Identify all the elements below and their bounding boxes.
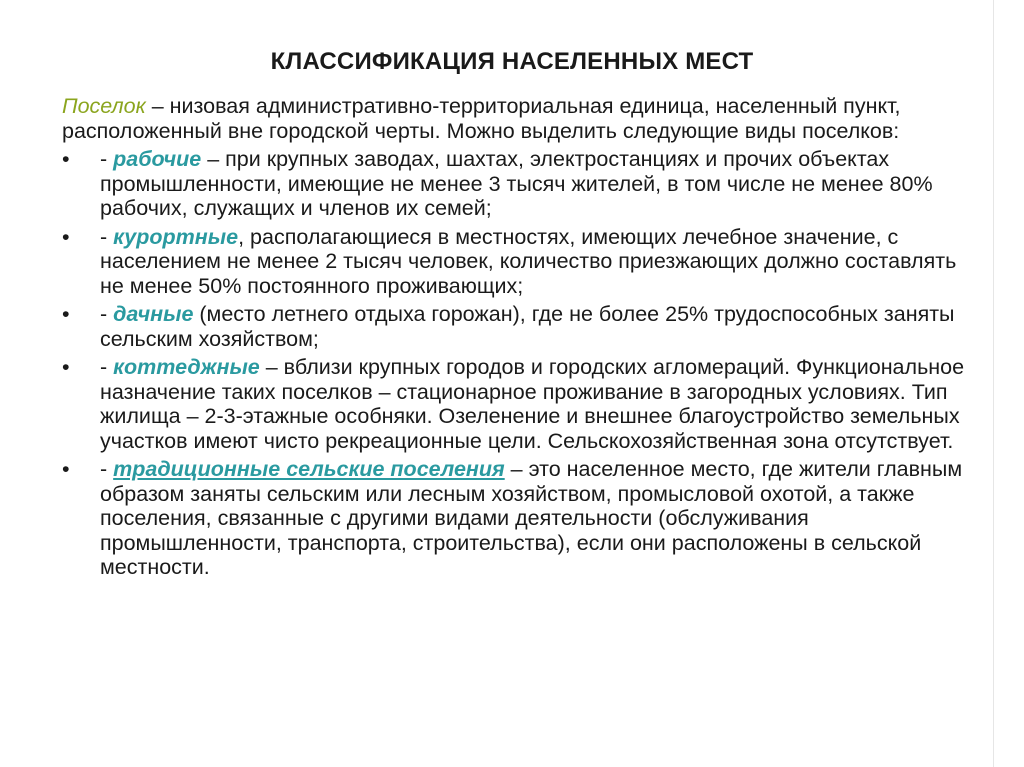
bullet-icon: • (62, 147, 70, 171)
bullet-icon: • (62, 302, 70, 326)
list-item-workers (62, 147, 982, 221)
item-text: – это населенное место, где жители главным образом заняты сельским или лесным хозяйством, промысловой охотой, а также поселения, связанные с другими видами деятельности (обслуживания промышленности, транспорта, строительства), если они расположены в сельской местности. (100, 457, 963, 579)
intro-text: – низовая административно-территориальная единица, населенный пункт, расположенный вне городской черты. Можно выделить следующие виды поселков: (62, 94, 901, 143)
item-text: – при крупных заводах, шахтах, электростанциях и прочих объектах промышленности, имеющие не менее 3 тысяч жителей, в том числе не менее 80% рабочих, служащих и членов их семей; (100, 147, 933, 220)
item-text: , располагающиеся в местностях, имеющих лечебное значение, с населением не менее 2 тысяч человек, количество приезжающих должно составлять не менее 50% постоянного проживающих; (100, 224, 957, 298)
list-item-traditional-rural (62, 457, 982, 580)
item-prefix: - (100, 224, 114, 249)
list-item-cottage (62, 355, 982, 453)
bullet-icon: • (62, 457, 70, 481)
item-prefix: - (100, 302, 114, 326)
slide-content (62, 94, 982, 584)
bullet-icon: • (62, 355, 70, 379)
list-item-dacha (62, 302, 982, 351)
item-prefix: - (100, 147, 114, 171)
item-term: традиционные сельские поселения (113, 457, 505, 481)
settlement-type-list (62, 147, 982, 580)
item-text: – вблизи крупных городов и городских агломераций. Функциональное назначение таких поселков – стационарное проживание в загородных условиях. Тип жилища – 2-3-этажные особняки. Озеленение и внешнее благоустройство земельных участков имеют чисто рекреационные цели. Сельскохозяйственная зона отсутствует. (100, 355, 965, 453)
list-item-resort (62, 225, 982, 299)
page-title: КЛАССИФИКАЦИЯ НАСЕЛЕННЫХ МЕСТ (270, 48, 754, 75)
item-term: рабочие (113, 147, 202, 171)
item-term: курортные (113, 224, 239, 249)
item-prefix: - (100, 457, 114, 481)
slide-edge-divider (993, 0, 994, 767)
item-term: коттеджные (113, 355, 260, 379)
intro-paragraph (62, 94, 982, 143)
item-term: дачные (113, 302, 194, 326)
item-prefix: - (100, 355, 114, 379)
intro-term: Поселок (62, 94, 146, 118)
bullet-icon: • (62, 224, 70, 249)
item-text: (место летнего отдыха горожан), где не более 25% трудоспособных заняты сельским хозяйством; (100, 302, 955, 351)
